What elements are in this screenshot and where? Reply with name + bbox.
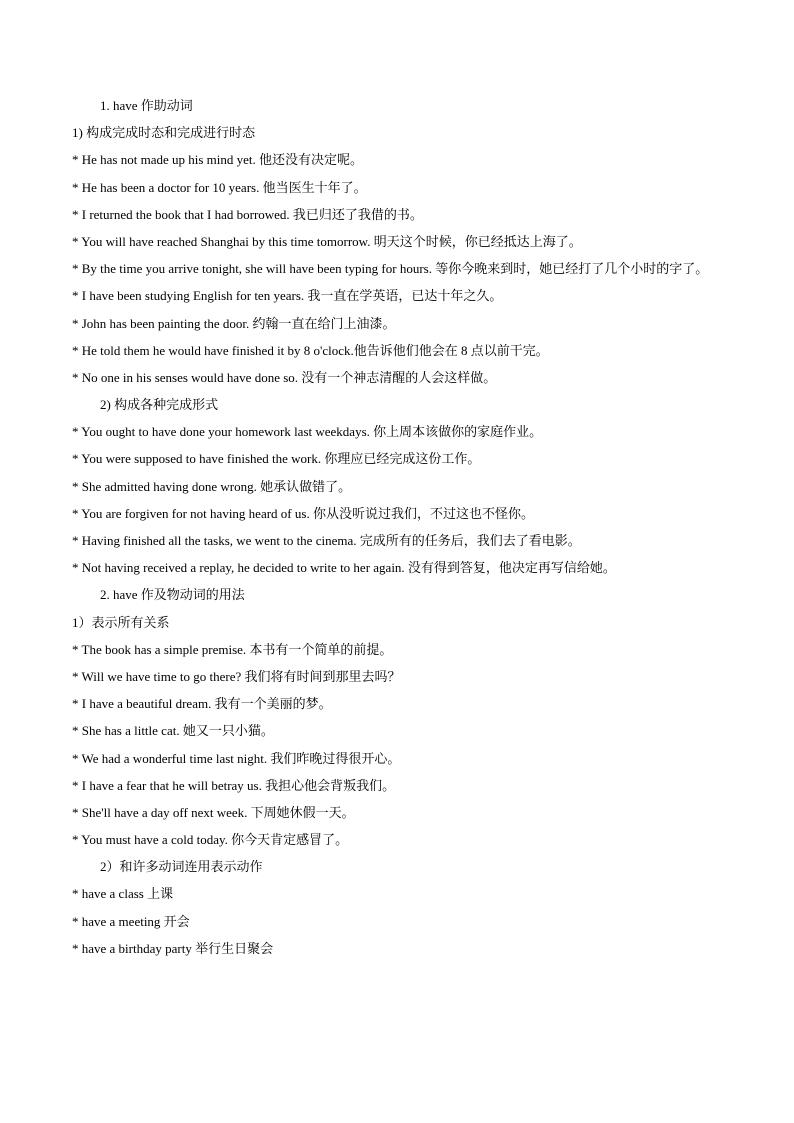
text-line: * The book has a simple premise. 本书有一个简单的前提。	[72, 641, 393, 657]
text-line: * He told them he would have finished it by 8 o'clock.他告诉他们他会在 8 点以前干完。	[72, 342, 549, 358]
text-line: * He has been a doctor for 10 years. 他当医生十年了。	[72, 179, 367, 195]
text-line: * No one in his senses would have done so. 没有一个神志清醒的人会这样做。	[72, 369, 497, 385]
text-line: * She'll have a day off next week. 下周她休假一天。	[72, 804, 355, 820]
section-heading: 2) 构成各种完成形式	[100, 397, 219, 413]
text-line: * She admitted having done wrong. 她承认做错了。	[72, 478, 352, 494]
section-heading: 1. have 作助动词	[100, 98, 193, 113]
text-line: * have a birthday party 举行生日聚会	[72, 940, 274, 956]
document-body	[72, 92, 732, 962]
text-line: * You must have a cold today. 你今天肯定感冒了。	[72, 832, 349, 848]
text-line: * I have a beautiful dream. 我有一个美丽的梦。	[72, 696, 332, 712]
text-line: * By the time you arrive tonight, she will have been typing for hours. 等你今晚来到时，她已经打了几个小时的字了。	[72, 261, 709, 277]
text-line: * I have a fear that he will betray us. 我担心他会背叛我们。	[72, 777, 396, 793]
text-line: * He has not made up his mind yet. 他还没有决定呢。	[72, 152, 364, 168]
section-heading: 2）和许多动词连用表示动作	[100, 859, 263, 875]
text-line: * have a meeting 开会	[72, 913, 190, 929]
text-line: * You are forgiven for not having heard of us. 你从没听说过我们，不过这也不怪你。	[72, 505, 534, 521]
text-line: * Having finished all the tasks, we went to the cinema. 完成所有的任务后，我们去了看电影。	[72, 533, 581, 549]
text-line: * have a class 上课	[72, 886, 174, 902]
text-line: * We had a wonderful time last night. 我们昨晚过得很开心。	[72, 750, 401, 766]
text-line: * John has been painting the door. 约翰一直在给门上油漆。	[72, 315, 396, 331]
text-line: 1) 构成完成时态和完成进行时态	[72, 125, 256, 141]
text-line: * Not having received a replay, he decided to write to her again. 没有得到答复，他决定再写信给她。	[72, 560, 616, 576]
text-line: * I returned the book that I had borrowed. 我已归还了我借的书。	[72, 206, 423, 222]
text-line: 1）表示所有关系	[72, 614, 170, 630]
text-line: * I have been studying English for ten years. 我一直在学英语，已达十年之久。	[72, 288, 503, 304]
text-line: * She has a little cat. 她又一只小猫。	[72, 723, 274, 739]
text-line: * You will have reached Shanghai by this time tomorrow. 明天这个时候，你已经抵达上海了。	[72, 233, 582, 249]
text-line: * Will we have time to go there? 我们将有时间到那里去吗？	[72, 668, 401, 684]
text-line: * You were supposed to have finished the work. 你理应已经完成这份工作。	[72, 451, 481, 467]
section-heading: 2. have 作及物动词的用法	[100, 587, 245, 603]
text-line: * You ought to have done your homework last weekdays. 你上周本该做你的家庭作业。	[72, 424, 543, 440]
